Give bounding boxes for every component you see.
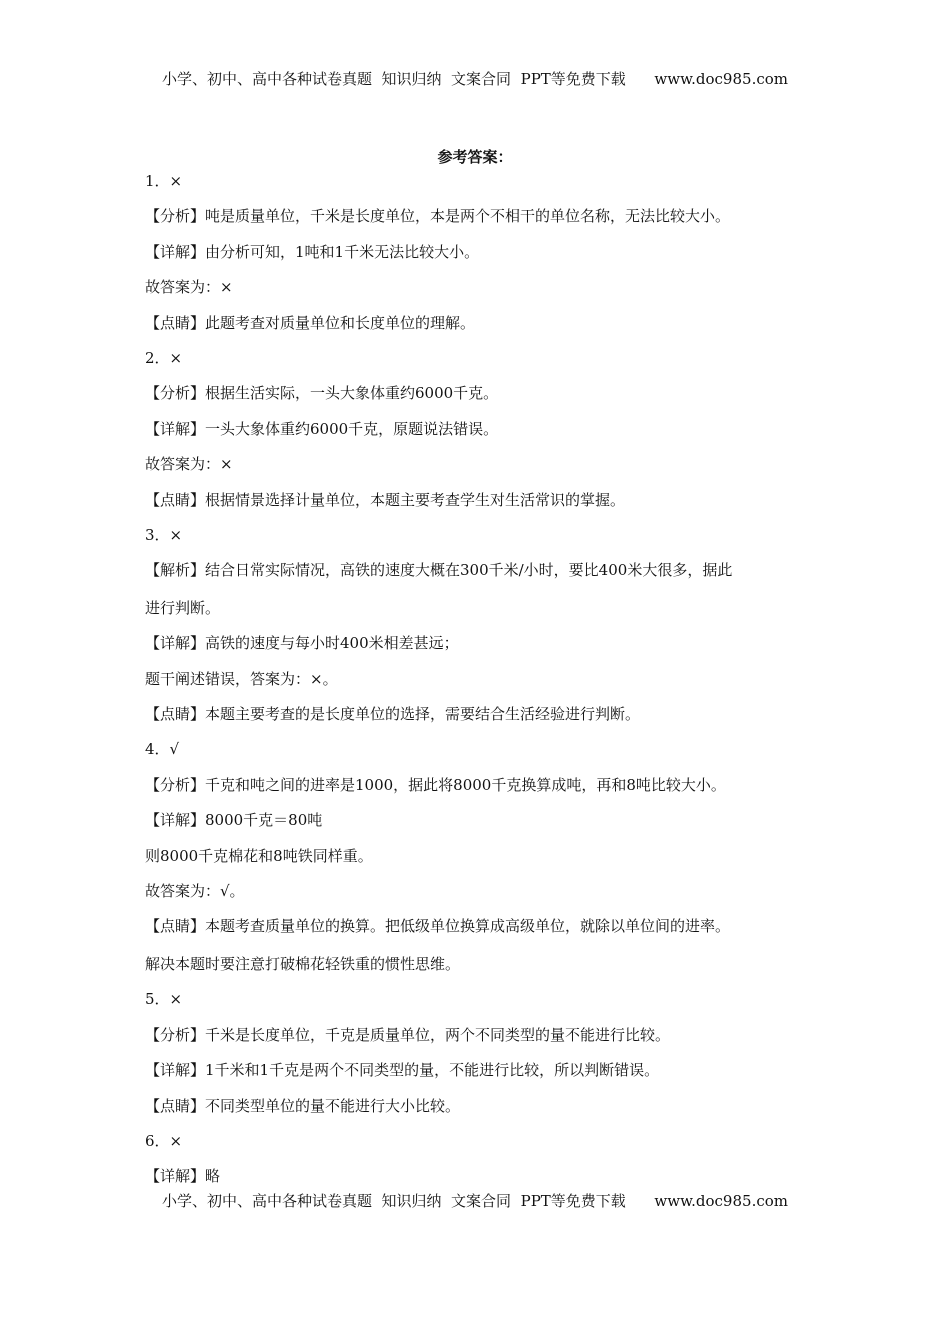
answer-6-number: 6．× (145, 1131, 183, 1150)
answer-3-detail: 【详解】高铁的速度与每小时400米相差甚远； (145, 634, 459, 653)
answer-3-number: 3．× (145, 525, 183, 544)
answer-4-number: 4．√ (145, 740, 180, 759)
answer-6-detail: 【详解】略 (145, 1167, 221, 1186)
answer-1-detail: 【详解】由分析可知，1吨和1千米无法比较大小。 (145, 242, 480, 261)
answer-2-detail: 【详解】一头大象体重约6000千克，原题说法错误。 (145, 419, 499, 438)
answer-3-result: 题干阐述错误，答案为：×。 (145, 669, 338, 688)
answer-4-result: 故答案为：√。 (145, 882, 245, 901)
answer-2-number: 2．× (145, 348, 183, 367)
answer-1-result: 故答案为：× (145, 278, 233, 297)
page-footer: 小学、初中、高中各种试卷真题 知识归纳 文案合同 PPT等免费下载 www.doc985.com (161, 1192, 788, 1210)
answer-4-detail-continued: 则8000千克棉花和8吨铁同样重。 (145, 846, 373, 865)
answer-3-analysis: 【解析】结合日常实际情况，高铁的速度大概在300千米/小时，要比400米大很多，据此 (145, 561, 733, 580)
answer-4-detail: 【详解】8000千克＝80吨 (145, 811, 323, 830)
answer-1-number: 1．× (145, 172, 183, 190)
answer-4-comment-continued: 解决本题时要注意打破棉花轻铁重的惯性思维。 (145, 955, 461, 973)
answer-3-analysis-continued: 进行判断。 (145, 598, 221, 617)
answer-2-comment: 【点睛】根据情景选择计量单位，本题主要考查学生对生活常识的掌握。 (145, 490, 626, 509)
answer-4-comment: 【点睛】本题考查质量单位的换算。把低级单位换算成高级单位，就除以单位间的进率。 (145, 917, 731, 936)
answer-5-analysis: 【分析】千米是长度单位，千克是质量单位，两个不同类型的量不能进行比较。 (145, 1025, 671, 1044)
page-header: 小学、初中、高中各种试卷真题 知识归纳 文案合同 PPT等免费下载 www.doc985.com (161, 70, 788, 88)
answer-5-detail: 【详解】1千米和1千克是两个不同类型的量，不能进行比较，所以判断错误。 (145, 1061, 660, 1080)
answer-2-analysis: 【分析】根据生活实际，一头大象体重约6000千克。 (145, 384, 499, 403)
answer-5-comment: 【点睛】不同类型单位的量不能进行大小比较。 (145, 1096, 461, 1115)
answer-1-analysis: 【分析】吨是质量单位，千米是长度单位，本是两个不相干的单位名称，无法比较大小。 (145, 207, 731, 226)
answer-content (145, 170, 815, 1201)
answer-4-analysis: 【分析】千克和吨之间的进率是1000，据此将8000千克换算成吨，再和8吨比较大小。 (145, 775, 726, 794)
answer-2-result: 故答案为：× (145, 455, 233, 474)
answer-3-comment: 【点睛】本题主要考查的是长度单位的选择，需要结合生活经验进行判断。 (145, 705, 641, 724)
page-title: 参考答案： (437, 148, 513, 166)
answer-5-number: 5．× (145, 990, 183, 1009)
answer-1-comment: 【点睛】此题考查对质量单位和长度单位的理解。 (145, 313, 476, 332)
